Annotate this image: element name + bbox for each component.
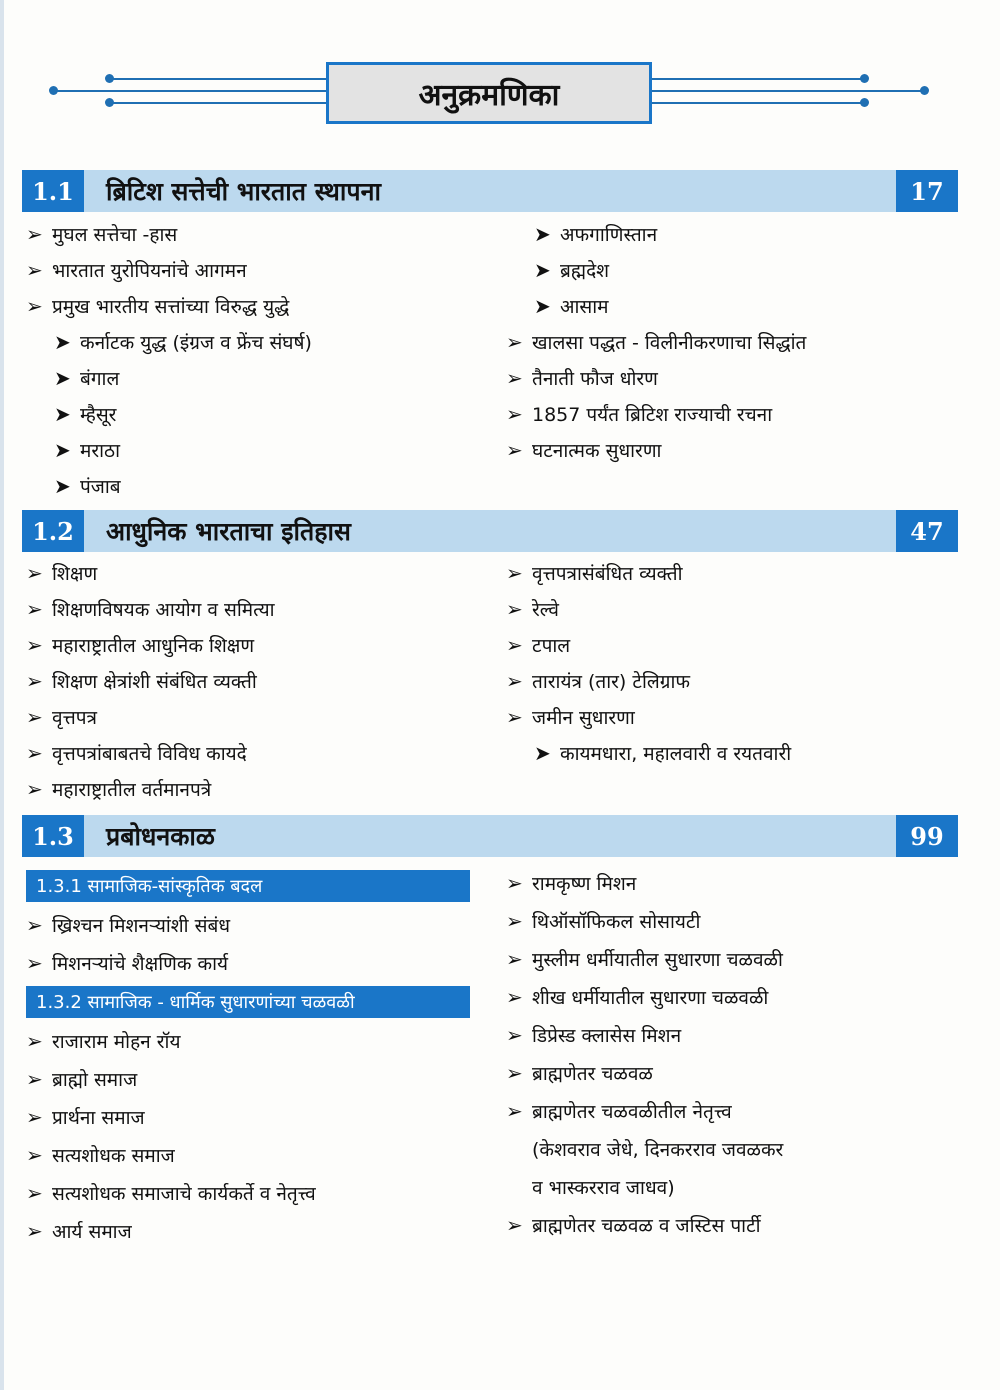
list-item[interactable]: ➢ महाराष्ट्रातील वर्तमानपत्रे — [26, 777, 212, 801]
arrow-bullet-icon: ➢ — [26, 951, 43, 975]
list-item[interactable]: ➢ महाराष्ट्रातील आधुनिक शिक्षण — [26, 633, 255, 657]
list-item[interactable]: ➢ शिक्षण — [26, 561, 98, 585]
list-item[interactable]: ➢ ख्रिश्चन मिशनऱ्यांशी संबंध — [26, 913, 231, 937]
section-number: 1.1 — [22, 170, 84, 212]
header-dot-left-lower — [105, 98, 114, 107]
arrow-bullet-icon: ➢ — [506, 1061, 523, 1085]
header-line-right-upper — [652, 78, 864, 80]
list-item[interactable]: ➢ वृत्तपत्र — [26, 705, 97, 729]
list-item[interactable]: ➢ रेल्वे — [506, 597, 559, 621]
list-item[interactable]: ➢ राजाराम मोहन रॉय — [26, 1029, 181, 1053]
arrow-bullet-icon: ➤ — [534, 741, 551, 765]
section-header-1-3[interactable] — [22, 815, 958, 857]
section-1-1-right-column — [506, 216, 956, 468]
list-item[interactable]: ➢ मिशनऱ्यांचे शैक्षणिक कार्य — [26, 951, 229, 975]
arrow-bullet-icon: ➢ — [506, 402, 523, 426]
section-header-1-1[interactable] — [22, 170, 958, 212]
list-item[interactable]: ➢ टपाल — [506, 633, 571, 657]
section-1-3-right-column — [506, 864, 956, 1244]
arrow-bullet-icon: ➤ — [54, 474, 71, 498]
section-header-1-2[interactable] — [22, 510, 958, 552]
list-item[interactable]: ➢ ब्राह्मो समाज — [26, 1067, 138, 1091]
list-item[interactable]: ➢ वृत्तपत्रांबाबतचे विविध कायदे — [26, 741, 247, 765]
arrow-bullet-icon: ➤ — [54, 438, 71, 462]
arrow-bullet-icon: ➢ — [26, 258, 43, 282]
section-1-1-left-column — [26, 216, 496, 504]
list-sub-item[interactable]: ➤ पंजाब — [54, 474, 121, 498]
header-dot-right-lower — [860, 98, 869, 107]
arrow-bullet-icon: ➤ — [54, 402, 71, 426]
list-item[interactable]: ➢ सत्यशोधक समाज — [26, 1143, 175, 1167]
arrow-bullet-icon: ➢ — [506, 1099, 523, 1123]
arrow-bullet-icon: ➢ — [506, 633, 523, 657]
header-dot-right — [920, 86, 929, 95]
arrow-bullet-icon: ➢ — [26, 705, 43, 729]
arrow-bullet-icon: ➢ — [506, 909, 523, 933]
list-item[interactable]: ➢ खालसा पद्धत - विलीनीकरणाचा सिद्धांत — [506, 330, 807, 354]
arrow-bullet-icon: ➢ — [506, 438, 523, 462]
section-number: 1.2 — [22, 510, 84, 552]
list-sub-item[interactable]: ➤ बंगाल — [54, 366, 120, 390]
arrow-bullet-icon: ➢ — [506, 947, 523, 971]
list-item[interactable]: ➢ मुघल सत्तेचा -हास — [26, 222, 178, 246]
header-line-left-lower — [109, 102, 326, 104]
section-number: 1.3 — [22, 815, 84, 857]
arrow-bullet-icon: ➢ — [506, 871, 523, 895]
arrow-bullet-icon: ➤ — [534, 294, 551, 318]
section-1-2-left-column — [26, 555, 496, 807]
section-page-number: 47 — [896, 510, 958, 552]
list-sub-item[interactable]: ➤ म्हैसूर — [54, 402, 117, 426]
list-item[interactable]: ➢ प्रार्थना समाज — [26, 1105, 145, 1129]
list-item[interactable]: ➢ शीख धर्मीयातील सुधारणा चळवळी — [506, 985, 769, 1009]
arrow-bullet-icon: ➤ — [534, 222, 551, 246]
arrow-bullet-icon: ➢ — [26, 1181, 43, 1205]
header-dot-right-upper — [860, 74, 869, 83]
list-sub-item[interactable]: ➤ ब्रह्मदेश — [534, 258, 610, 282]
arrow-bullet-icon: ➢ — [506, 597, 523, 621]
arrow-bullet-icon: ➤ — [534, 258, 551, 282]
list-item[interactable]: ➢ रामकृष्ण मिशन — [506, 871, 637, 895]
list-item[interactable]: ➢ जमीन सुधारणा — [506, 705, 635, 729]
list-item[interactable]: ➢ सत्यशोधक समाजाचे कार्यकर्ते व नेतृत्त्व — [26, 1181, 316, 1205]
arrow-bullet-icon: ➢ — [506, 330, 523, 354]
section-page-number: 99 — [896, 815, 958, 857]
list-item[interactable]: ➢ थिऑसॉफिकल सोसायटी — [506, 909, 701, 933]
arrow-bullet-icon: ➢ — [26, 1105, 43, 1129]
arrow-bullet-icon: ➢ — [506, 669, 523, 693]
list-item[interactable]: ➢ घटनात्मक सुधारणा — [506, 438, 662, 462]
list-sub-item[interactable]: ➤ कर्नाटक युद्ध (इंग्रज व फ्रेंच संघर्ष) — [54, 330, 312, 354]
header-dot-left — [49, 86, 58, 95]
section-1-2-right-column — [506, 555, 956, 771]
arrow-bullet-icon: ➢ — [26, 1143, 43, 1167]
section-title: प्रबोधनकाळ — [106, 822, 215, 851]
list-item[interactable]: ➢ 1857 पर्यंत ब्रिटिश राज्याची रचना — [506, 402, 773, 426]
list-item[interactable]: ➢ प्रमुख भारतीय सत्तांच्या विरुद्ध युद्धे — [26, 294, 290, 318]
section-page-number: 17 — [896, 170, 958, 212]
arrow-bullet-icon: ➢ — [26, 294, 43, 318]
list-item-continuation: व भास्करराव जाधव) — [532, 1177, 675, 1199]
list-item[interactable]: ➢ ब्राह्मणेतर चळवळ — [506, 1061, 653, 1085]
header-line-right-lower — [652, 102, 864, 104]
list-sub-item[interactable]: ➤ आसाम — [534, 294, 609, 318]
list-item-continuation: (केशवराव जेधे, दिनकरराव जवळकर — [532, 1139, 784, 1161]
arrow-bullet-icon: ➢ — [26, 222, 43, 246]
arrow-bullet-icon: ➢ — [506, 561, 523, 585]
arrow-bullet-icon: ➢ — [26, 633, 43, 657]
section-1-3-left-column — [26, 866, 486, 1250]
header-line-left-top — [54, 90, 326, 92]
list-item[interactable]: ➢ ब्राह्मणेतर चळवळीतील नेतृत्त्व — [506, 1099, 732, 1123]
header-line-left-upper — [109, 78, 326, 80]
list-item[interactable]: ➢ भारतात युरोपियनांचे आगमन — [26, 258, 247, 282]
list-sub-item[interactable]: ➤ कायमधारा, महालवारी व रयतवारी — [534, 741, 792, 765]
section-title: ब्रिटिश सत्तेची भारतात स्थापना — [106, 177, 381, 206]
arrow-bullet-icon: ➢ — [506, 1213, 523, 1237]
arrow-bullet-icon: ➢ — [506, 1023, 523, 1047]
list-sub-item[interactable]: ➤ अफगाणिस्तान — [534, 222, 658, 246]
arrow-bullet-icon: ➢ — [26, 777, 43, 801]
list-sub-item[interactable]: ➤ मराठा — [54, 438, 121, 462]
arrow-bullet-icon: ➢ — [26, 913, 43, 937]
toc-header — [4, 60, 1000, 135]
list-item[interactable]: ➢ शिक्षणविषयक आयोग व समित्या — [26, 597, 275, 621]
list-item[interactable]: ➢ शिक्षण क्षेत्रांशी संबंधित व्यक्ती — [26, 669, 257, 693]
arrow-bullet-icon: ➢ — [26, 597, 43, 621]
list-item[interactable]: ➢ डिप्रेस्ड क्लासेस मिशन — [506, 1023, 682, 1047]
arrow-bullet-icon: ➢ — [26, 1029, 43, 1053]
subsection-header-1-3-2[interactable]: 1.3.2 सामाजिक - धार्मिक सुधारणांच्या चळवळी — [26, 986, 470, 1018]
arrow-bullet-icon: ➤ — [54, 366, 71, 390]
header-dot-left-upper — [105, 74, 114, 83]
arrow-bullet-icon: ➢ — [506, 705, 523, 729]
arrow-bullet-icon: ➢ — [26, 1067, 43, 1091]
section-title: आधुनिक भारताचा इतिहास — [106, 517, 351, 546]
subsection-header-1-3-1[interactable]: 1.3.1 सामाजिक-सांस्कृतिक बदल — [26, 870, 470, 902]
header-line-right-top — [652, 90, 924, 92]
arrow-bullet-icon: ➢ — [506, 985, 523, 1009]
arrow-bullet-icon: ➢ — [26, 741, 43, 765]
list-item[interactable]: ➢ आर्य समाज — [26, 1219, 132, 1243]
list-item[interactable]: ➢ ब्राह्मणेतर चळवळ व जस्टिस पार्टी — [506, 1213, 761, 1237]
list-item[interactable]: ➢ तारायंत्र (तार) टेलिग्राफ — [506, 669, 691, 693]
list-item[interactable]: ➢ वृत्तपत्रासंबंधित व्यक्ती — [506, 561, 683, 585]
arrow-bullet-icon: ➢ — [506, 366, 523, 390]
arrow-bullet-icon: ➢ — [26, 669, 43, 693]
arrow-bullet-icon: ➢ — [26, 561, 43, 585]
list-item[interactable]: ➢ मुस्लीम धर्मीयातील सुधारणा चळवळी — [506, 947, 783, 971]
list-item[interactable]: ➢ तैनाती फौज धोरण — [506, 366, 658, 390]
page-title: अनुक्रमणिका — [326, 62, 652, 124]
arrow-bullet-icon: ➤ — [54, 330, 71, 354]
arrow-bullet-icon: ➢ — [26, 1219, 43, 1243]
